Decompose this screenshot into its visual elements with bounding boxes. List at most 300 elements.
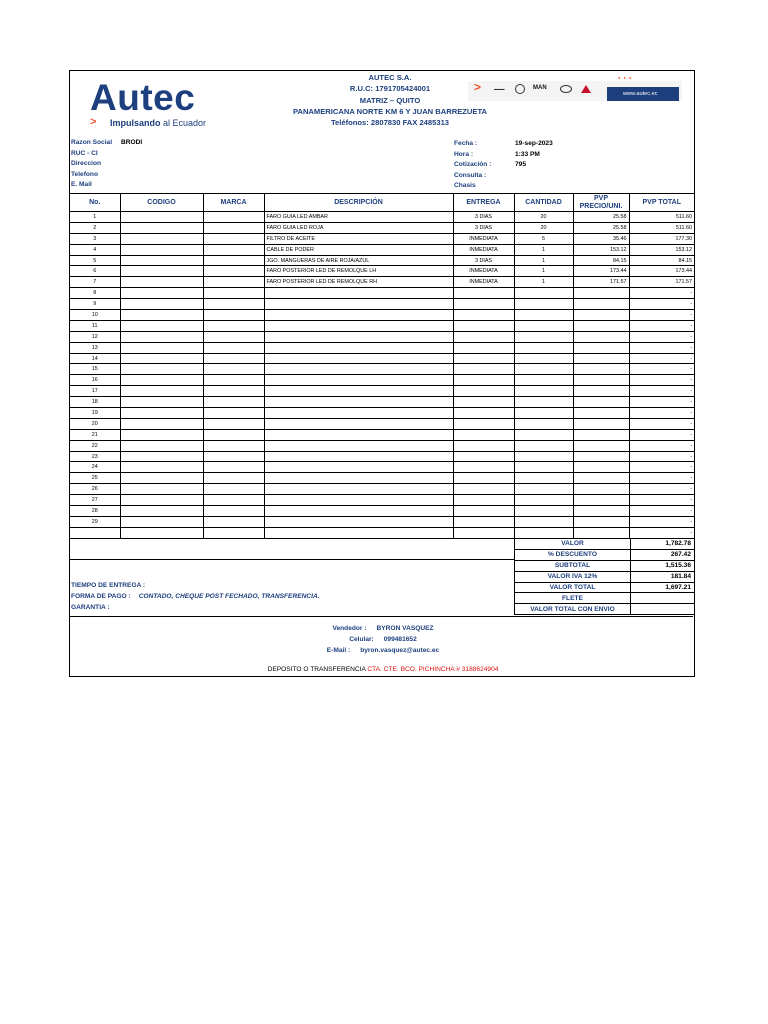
- table-row: [70, 320, 694, 331]
- cell-no: 20: [70, 418, 120, 429]
- totals-body: [515, 539, 695, 615]
- cell-total: -: [629, 342, 694, 353]
- label-telefono: Telefono: [71, 170, 98, 178]
- company-address: PANAMERICANA NORTE KM 6 Y JUAN BARREZUETA: [292, 106, 488, 116]
- cell-precio: [573, 288, 629, 299]
- cell-descripcion: [264, 495, 453, 506]
- cell-no: 1: [70, 212, 120, 223]
- deposit-account: CTA. CTE. BCO. PICHINCHA # 3188624904: [367, 666, 499, 673]
- cell-precio: [573, 429, 629, 440]
- totals-row: [515, 539, 695, 550]
- logo-wordmark: Autec: [90, 77, 196, 118]
- cell-marca: [203, 375, 264, 386]
- cell-descripcion: FILTRO DE ACEITE: [264, 233, 453, 244]
- cell-descripcion: CABLE DE PODER: [264, 244, 453, 255]
- cell-no: 23: [70, 451, 120, 462]
- cell-codigo: [120, 342, 203, 353]
- table-row: [70, 418, 694, 429]
- table-row: [70, 527, 694, 538]
- deposit-info: [70, 666, 696, 673]
- cell-total: 153.12: [629, 244, 694, 255]
- cell-descripcion: FARO POSTERIOR LED DE REMOLQUE LH: [264, 266, 453, 277]
- table-row: [70, 222, 694, 233]
- cell-codigo: [120, 233, 203, 244]
- table-row: [70, 342, 694, 353]
- company-matriz: MATRIZ – QUITO: [359, 95, 421, 105]
- cell-cantidad: [514, 462, 573, 473]
- cell-precio: [573, 506, 629, 517]
- cell-entrega: INMEDIATA: [453, 244, 514, 255]
- cell-no: 10: [70, 310, 120, 321]
- header-pvp-line1: PVP: [593, 194, 608, 202]
- totals-value: 1,515.36: [630, 560, 694, 571]
- cell-entrega: 3 DIAS: [453, 255, 514, 266]
- cell-codigo: [120, 244, 203, 255]
- cell-precio: [573, 418, 629, 429]
- cell-no: 13: [70, 342, 120, 353]
- totals-row: [515, 571, 695, 582]
- cell-codigo: [120, 451, 203, 462]
- cell-codigo: [120, 222, 203, 233]
- cell-no: 22: [70, 440, 120, 451]
- totals-label: FLETE: [515, 593, 631, 604]
- cell-cantidad: 1: [514, 244, 573, 255]
- cell-cantidad: [514, 527, 573, 538]
- table-body: [70, 212, 694, 539]
- cell-entrega: [453, 310, 514, 321]
- cell-cantidad: [514, 506, 573, 517]
- vendedor-label: Vendedor :: [332, 625, 367, 632]
- cell-precio: 84.15: [573, 255, 629, 266]
- cell-precio: [573, 320, 629, 331]
- cell-cantidad: [514, 342, 573, 353]
- totals-left-area: [70, 538, 514, 560]
- vw-logo-icon: [515, 84, 525, 94]
- cell-codigo: [120, 397, 203, 408]
- cell-no: 3: [70, 233, 120, 244]
- cell-descripcion: [264, 484, 453, 495]
- cell-marca: [203, 331, 264, 342]
- table-row: [70, 495, 694, 506]
- cell-marca: [203, 255, 264, 266]
- cell-codigo: [120, 255, 203, 266]
- cell-codigo: [120, 429, 203, 440]
- cell-total: -: [629, 397, 694, 408]
- cell-marca: [203, 473, 264, 484]
- totals-value: 181.84: [630, 571, 694, 582]
- cell-codigo: [120, 320, 203, 331]
- vendedor-value: BYRON VASQUEZ: [376, 625, 434, 632]
- cell-descripcion: [264, 527, 453, 538]
- table-row: [70, 473, 694, 484]
- cell-precio: 173.44: [573, 266, 629, 277]
- cell-total: -: [629, 364, 694, 375]
- garantia-label: GARANTIA :: [71, 604, 110, 611]
- cell-descripcion: [264, 408, 453, 419]
- cell-entrega: 3 DIAS: [453, 212, 514, 223]
- cell-total: -: [629, 288, 694, 299]
- table-row: [70, 462, 694, 473]
- totals-row: [515, 582, 695, 593]
- cell-codigo: [120, 527, 203, 538]
- cell-no: 27: [70, 495, 120, 506]
- label-razon-social: Razon Social: [71, 139, 113, 146]
- cell-entrega: [453, 364, 514, 375]
- cell-entrega: [453, 451, 514, 462]
- table-row: [70, 331, 694, 342]
- header-entrega: ENTREGA: [453, 194, 514, 212]
- table-header-row: [70, 194, 694, 212]
- cell-entrega: [453, 495, 514, 506]
- cell-cantidad: [514, 495, 573, 506]
- table-row: [70, 212, 694, 223]
- cell-codigo: [120, 462, 203, 473]
- cell-marca: [203, 353, 264, 364]
- cell-entrega: [453, 408, 514, 419]
- cell-total: -: [629, 451, 694, 462]
- cell-entrega: [453, 299, 514, 310]
- forma-pago-label: FORMA DE PAGO :: [71, 593, 131, 600]
- cell-descripcion: [264, 353, 453, 364]
- totals-value: [630, 604, 694, 615]
- brand-arrow-icon: >: [474, 80, 482, 94]
- cell-precio: [573, 310, 629, 321]
- cell-entrega: 3 DIAS: [453, 222, 514, 233]
- cell-cantidad: [514, 516, 573, 527]
- cell-descripcion: FARO GUIA LED AMBAR: [264, 212, 453, 223]
- totals-label: VALOR TOTAL: [515, 582, 631, 593]
- cell-entrega: [453, 288, 514, 299]
- table-row: [70, 375, 694, 386]
- table-row: [70, 484, 694, 495]
- cell-no: 17: [70, 386, 120, 397]
- email-value[interactable]: byron.vasquez@autec.ec: [360, 646, 440, 654]
- table-row: [70, 277, 694, 288]
- deposit-text: DEPOSITO O TRANSFERENCIA: [267, 666, 368, 673]
- cell-marca: [203, 440, 264, 451]
- cell-marca: [203, 222, 264, 233]
- logo-arrow-icon: >: [90, 116, 97, 128]
- cell-cantidad: [514, 375, 573, 386]
- cell-cantidad: 1: [514, 277, 573, 288]
- cell-codigo: [120, 516, 203, 527]
- label-hora: Hora :: [454, 150, 474, 158]
- cell-descripcion: [264, 331, 453, 342]
- cell-precio: 35.46: [573, 233, 629, 244]
- table-row: [70, 266, 694, 277]
- table-row: [70, 451, 694, 462]
- cell-precio: [573, 527, 629, 538]
- totals-label: VALOR IVA 12%: [515, 571, 631, 582]
- cell-marca: [203, 277, 264, 288]
- table-row: [70, 310, 694, 321]
- cell-codigo: [120, 473, 203, 484]
- cell-total: 171.57: [629, 277, 694, 288]
- totals-label: % DESCUENTO: [515, 549, 631, 560]
- cell-total: -: [629, 440, 694, 451]
- cell-marca: [203, 233, 264, 244]
- cell-cantidad: [514, 386, 573, 397]
- cell-descripcion: [264, 364, 453, 375]
- cell-no: 4: [70, 244, 120, 255]
- cell-entrega: [453, 331, 514, 342]
- cell-entrega: [453, 342, 514, 353]
- cell-cantidad: [514, 473, 573, 484]
- label-direccion: Direccion: [71, 160, 102, 167]
- cell-total: -: [629, 386, 694, 397]
- header-cantidad: CANTIDAD: [514, 194, 573, 212]
- table-row: [70, 516, 694, 527]
- cell-no: 24: [70, 462, 120, 473]
- cell-codigo: [120, 375, 203, 386]
- cell-entrega: [453, 462, 514, 473]
- cell-total: 511.60: [629, 222, 694, 233]
- cell-descripcion: [264, 451, 453, 462]
- cell-marca: [203, 299, 264, 310]
- cell-no: 25: [70, 473, 120, 484]
- table-row: [70, 440, 694, 451]
- cell-descripcion: [264, 418, 453, 429]
- cell-total: 173.44: [629, 266, 694, 277]
- cell-marca: [203, 462, 264, 473]
- table-row: [70, 255, 694, 266]
- cell-total: -: [629, 310, 694, 321]
- cell-codigo: [120, 495, 203, 506]
- cell-precio: [573, 299, 629, 310]
- cell-codigo: [120, 212, 203, 223]
- cell-no: 14: [70, 353, 120, 364]
- label-ruc: RUC - CI: [71, 149, 98, 157]
- cell-precio: [573, 331, 629, 342]
- brand-logo-small-icon: ▬▬▬: [494, 87, 505, 91]
- cell-codigo: [120, 288, 203, 299]
- cell-no: 16: [70, 375, 120, 386]
- label-chasis: Chasis: [454, 182, 476, 189]
- cell-no: 18: [70, 397, 120, 408]
- cell-marca: [203, 495, 264, 506]
- cell-cantidad: [514, 484, 573, 495]
- cell-descripcion: [264, 386, 453, 397]
- cell-precio: 153.12: [573, 244, 629, 255]
- cell-precio: [573, 353, 629, 364]
- cell-total: 511.60: [629, 212, 694, 223]
- cell-total: -: [629, 473, 694, 484]
- cell-precio: [573, 451, 629, 462]
- cell-entrega: [453, 484, 514, 495]
- cell-entrega: [453, 440, 514, 451]
- value-razon-social: BRODI: [121, 139, 143, 146]
- cell-no: 28: [70, 506, 120, 517]
- table-row: [70, 397, 694, 408]
- quotation-sheet: [69, 70, 695, 677]
- totals-value: [630, 593, 694, 604]
- cell-entrega: [453, 320, 514, 331]
- tagline-bold: Impulsando: [110, 118, 161, 128]
- cell-cantidad: [514, 408, 573, 419]
- cell-precio: [573, 408, 629, 419]
- cell-cantidad: 1: [514, 266, 573, 277]
- cell-entrega: [453, 516, 514, 527]
- website-badge: www.autec.ec: [607, 87, 679, 101]
- value-fecha: 19-sep-2023: [515, 140, 553, 147]
- cell-entrega: INMEDIATA: [453, 277, 514, 288]
- cell-marca: [203, 320, 264, 331]
- cell-descripcion: [264, 299, 453, 310]
- company-ruc: R.U.C: 1791705424001: [349, 84, 431, 94]
- cell-precio: [573, 440, 629, 451]
- cell-marca: [203, 288, 264, 299]
- cell-codigo: [120, 386, 203, 397]
- cell-entrega: INMEDIATA: [453, 266, 514, 277]
- cell-total: -: [629, 506, 694, 517]
- cell-no: 6: [70, 266, 120, 277]
- cell-cantidad: [514, 364, 573, 375]
- cell-descripcion: FARO GUIA LED ROJA: [264, 222, 453, 233]
- social-icons: ● ● ●: [618, 75, 633, 80]
- cell-cantidad: [514, 299, 573, 310]
- cell-cantidad: 1: [514, 255, 573, 266]
- tiempo-entrega-label: TIEMPO DE ENTREGA :: [71, 582, 146, 589]
- cell-descripcion: [264, 440, 453, 451]
- cell-codigo: [120, 299, 203, 310]
- footer-divider: [70, 616, 693, 617]
- cell-marca: [203, 506, 264, 517]
- table-row: [70, 288, 694, 299]
- table-row: [70, 299, 694, 310]
- cell-descripcion: [264, 462, 453, 473]
- forma-pago-value: CONTADO, CHEQUE POST FECHADO, TRANSFERENCIA.: [138, 593, 320, 600]
- table-row: [70, 506, 694, 517]
- cell-marca: [203, 397, 264, 408]
- cell-marca: [203, 266, 264, 277]
- forma-pago: [71, 593, 320, 600]
- cell-entrega: INMEDIATA: [453, 233, 514, 244]
- header-pvp-line2: PRECIO/UNI.: [579, 202, 623, 210]
- cell-codigo: [120, 353, 203, 364]
- cell-codigo: [120, 484, 203, 495]
- cell-no: 11: [70, 320, 120, 331]
- cell-marca: [203, 310, 264, 321]
- cell-no: 12: [70, 331, 120, 342]
- cell-cantidad: [514, 429, 573, 440]
- cell-cantidad: [514, 353, 573, 364]
- cell-descripcion: JGO. MANGUERAS DE AIRE ROJA/AZUL: [264, 255, 453, 266]
- cell-precio: [573, 342, 629, 353]
- celular-label: Celular:: [349, 635, 374, 643]
- header-total: PVP TOTAL: [629, 194, 694, 212]
- cell-codigo: [120, 266, 203, 277]
- label-fecha: Fecha :: [454, 140, 478, 147]
- cell-descripcion: [264, 516, 453, 527]
- celular-line: [70, 635, 696, 646]
- cell-cantidad: 20: [514, 222, 573, 233]
- cell-total: -: [629, 408, 694, 419]
- cell-entrega: [453, 473, 514, 484]
- cell-marca: [203, 418, 264, 429]
- cell-no: 19: [70, 408, 120, 419]
- cell-codigo: [120, 506, 203, 517]
- cell-descripcion: [264, 342, 453, 353]
- cell-cantidad: [514, 310, 573, 321]
- items-table: [70, 193, 694, 539]
- cell-codigo: [120, 277, 203, 288]
- cell-marca: [203, 244, 264, 255]
- cell-total: -: [629, 429, 694, 440]
- cell-marca: [203, 484, 264, 495]
- seller-line: [70, 624, 696, 635]
- totals-value: 1,782.78: [630, 539, 694, 550]
- cell-descripcion: FARO POSTERIOR LED DE REMOLQUE RH: [264, 277, 453, 288]
- cell-entrega: [453, 527, 514, 538]
- brand-bar: [468, 75, 682, 101]
- cell-entrega: [453, 506, 514, 517]
- cell-cantidad: [514, 397, 573, 408]
- header-no: No.: [70, 194, 120, 212]
- cell-total: -: [629, 320, 694, 331]
- cell-entrega: [453, 386, 514, 397]
- cell-total: -: [629, 484, 694, 495]
- cell-marca: [203, 429, 264, 440]
- table-row: [70, 408, 694, 419]
- cell-precio: 171.57: [573, 277, 629, 288]
- cell-total: -: [629, 375, 694, 386]
- cell-marca: [203, 386, 264, 397]
- cell-precio: [573, 473, 629, 484]
- celular-value: 099481652: [383, 635, 417, 643]
- cell-no: 15: [70, 364, 120, 375]
- cell-total: -: [629, 516, 694, 527]
- cell-marca: [203, 451, 264, 462]
- cell-cantidad: [514, 451, 573, 462]
- cell-descripcion: [264, 397, 453, 408]
- cell-marca: [203, 408, 264, 419]
- cell-marca: [203, 364, 264, 375]
- cell-no: [70, 527, 120, 538]
- cell-marca: [203, 527, 264, 538]
- cell-marca: [203, 342, 264, 353]
- cell-cantidad: [514, 418, 573, 429]
- brand-oval-logo-icon: [560, 85, 572, 93]
- cell-no: 8: [70, 288, 120, 299]
- cell-no: 2: [70, 222, 120, 233]
- header-codigo: CODIGO: [120, 194, 203, 212]
- email-line: [70, 646, 696, 657]
- cell-no: 21: [70, 429, 120, 440]
- totals-label: SUBTOTAL: [515, 560, 631, 571]
- cell-cantidad: 5: [514, 233, 573, 244]
- cell-total: -: [629, 462, 694, 473]
- header-pvp: [573, 194, 629, 212]
- autec-logo: [90, 77, 240, 133]
- cell-codigo: [120, 418, 203, 429]
- cell-cantidad: [514, 288, 573, 299]
- value-hora: 1:33 PM: [515, 150, 540, 158]
- company-phones: Teléfonos: 2807830 FAX 2485313: [330, 118, 450, 128]
- cell-cantidad: [514, 320, 573, 331]
- totals-value: 1,697.21: [630, 582, 694, 593]
- totals-value: 267.42: [630, 549, 694, 560]
- totals-label: VALOR TOTAL CON ENVIO: [515, 604, 631, 615]
- cell-codigo: [120, 408, 203, 419]
- cell-entrega: [453, 375, 514, 386]
- company-name: AUTEC S.A.: [368, 73, 412, 82]
- cell-marca: [203, 516, 264, 527]
- logo-tagline: [110, 118, 206, 128]
- cell-cantidad: 20: [514, 212, 573, 223]
- cell-no: 7: [70, 277, 120, 288]
- cell-precio: [573, 495, 629, 506]
- cell-total: 177.30: [629, 233, 694, 244]
